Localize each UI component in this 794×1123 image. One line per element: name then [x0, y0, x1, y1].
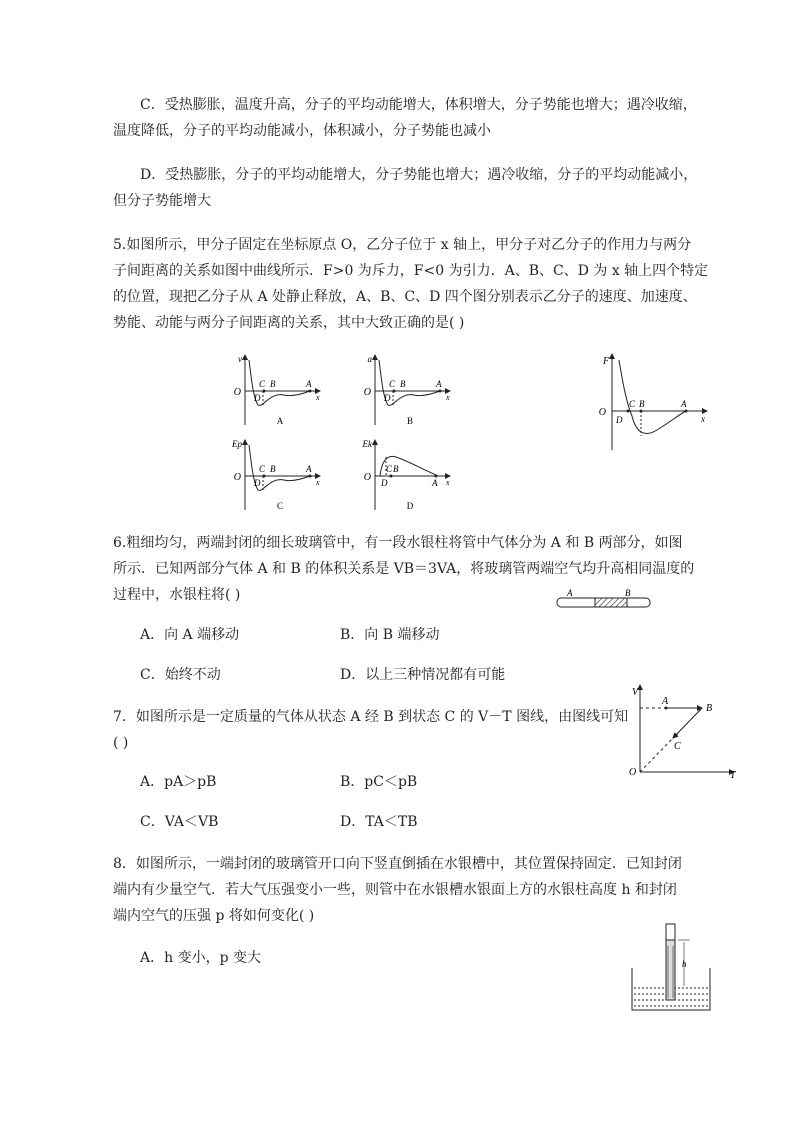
force-xlabel: x: [701, 414, 705, 424]
graph-a-label-d: D: [254, 393, 261, 403]
q7-option-d: D．TA＜TB: [340, 814, 418, 830]
tube-label-b: B: [625, 588, 631, 598]
graph-a-label-b: B: [270, 379, 276, 389]
q8-option-a: A．h 变小，p 变大: [140, 950, 261, 966]
graph-c-xlabel: x: [316, 478, 320, 487]
q7-stem-line2: ( ): [113, 735, 129, 751]
force-label-a: A: [681, 399, 687, 409]
q5-stem-line4: 势能、动能与两分子间距离的关系，其中大致正确的是( ): [113, 315, 465, 331]
force-label-b: B: [639, 399, 645, 409]
graph-b-label-a: A: [436, 379, 442, 389]
force-origin: O: [598, 407, 606, 418]
q6-stem-line2: 所示．已知两部分气体 A 和 B 的体积关系是 VB＝3VA，将玻璃管两端空气均升高相同温度的: [113, 561, 695, 577]
graph-a-label-c: C: [259, 379, 266, 389]
vt-label-c: C: [674, 741, 681, 752]
q8-mercury-figure: [628, 922, 718, 1014]
vt-ylabel: V: [632, 687, 639, 698]
graph-d-ylabel: Ek: [362, 439, 372, 449]
q6-option-d: D．以上三种情况都有可能: [340, 667, 506, 683]
vt-label-b: B: [706, 703, 713, 714]
graph-d: [362, 439, 451, 511]
graph-c-label-a: A: [306, 464, 312, 474]
q5-force-graph: [592, 350, 712, 455]
graph-d-label-a: A: [432, 478, 438, 488]
graph-d-origin: O: [363, 472, 371, 483]
q7-stem-line1: 7．如图所示是一定质量的气体从状态 A 经 B 到状态 C 的 V－T 图线，由图线可知: [113, 709, 629, 725]
q6-option-c: C．始终不动: [140, 667, 221, 683]
graph-b-label-b: B: [400, 379, 406, 389]
vt-xlabel: T: [730, 770, 736, 781]
graph-b-ylabel: a: [367, 354, 372, 364]
q8-stem-line2: 端内有少量空气．若大气压强变小一些，则管中在水银槽水银面上方的水银柱高度 h 和封闭: [113, 882, 677, 898]
q5-stem-line2: 子间距离的关系如图中曲线所示．F>0 为斥力，F<0 为引力．A、B、C、D 为 x 轴上四个特定: [113, 263, 709, 279]
q6-stem-line3: 过程中，水银柱将( ): [113, 587, 241, 603]
force-label-c: C: [629, 399, 636, 409]
graph-c-origin: O: [233, 472, 241, 483]
graph-c-ylabel: Ep: [232, 439, 242, 449]
graph-d-label-d: D: [381, 478, 388, 488]
q6-option-b: B．向 B 端移动: [340, 627, 440, 643]
q7-option-a: A．pA＞pB: [140, 774, 217, 790]
vt-label-a: A: [662, 696, 669, 707]
graph-b: [364, 354, 450, 426]
q4-option-d-line2: 但分子势能增大: [113, 193, 211, 209]
q8-stem-line1: 8．如图所示，一端封闭的玻璃管开口向下竖直倒插在水银槽中，其位置保持固定．已知封闭: [113, 856, 682, 872]
q6-tube-figure: [555, 588, 655, 614]
graph-a-ylabel: v: [238, 354, 242, 364]
q7-option-c: C．VA＜VB: [140, 814, 219, 830]
graph-c-label-c: C: [259, 464, 266, 474]
graph-a-label-a: A: [306, 379, 312, 389]
graph-d-caption: D: [406, 501, 414, 511]
q5-stem-line3: 的位置，现把乙分子从 A 处静止释放，A、B、C、D 四个图分别表示乙分子的速度、加速度、: [113, 289, 697, 305]
graph-b-xlabel: x: [446, 393, 450, 402]
graph-b-label-c: C: [389, 379, 396, 389]
q8-stem-line3: 端内空气的压强 p 将如何变化( ): [113, 908, 315, 924]
tube-label-a: A: [567, 588, 573, 598]
graph-b-label-d: D: [384, 393, 391, 403]
graph-d-label-b: B: [393, 464, 399, 474]
graph-d-xlabel: x: [446, 478, 450, 487]
q6-stem-line1: 6.粗细均匀，两端封闭的细长玻璃管中，有一段水银柱将管中气体分为 A 和 B 两部分，如图: [113, 535, 683, 551]
force-label-d: D: [616, 415, 623, 425]
q7-vt-graph: [622, 682, 742, 782]
graph-c-label-b: B: [270, 464, 276, 474]
graph-a: [234, 354, 320, 426]
force-ylabel: F: [603, 356, 610, 367]
graph-a-caption: A: [276, 416, 284, 426]
graph-c-caption: C: [276, 501, 284, 511]
q4-option-c-line1: C．受热膨胀，温度升高，分子的平均动能增大，体积增大，分子势能也增大；遇冷收缩，: [140, 97, 697, 113]
q7-option-b: B．pC＜pB: [340, 774, 418, 790]
vt-origin: O: [629, 767, 637, 778]
q5-stem-line1: 5.如图所示，甲分子固定在坐标原点 O，乙分子位于 x 轴上，甲分子对乙分子的作用力与两分: [113, 237, 692, 253]
graph-c: [231, 439, 320, 511]
graph-b-origin: O: [363, 387, 371, 398]
graph-c-label-d: D: [254, 478, 261, 488]
q4-option-d-line1: D．受热膨胀，分子的平均动能增大，分子势能也增大；遇冷收缩，分子的平均动能减小，: [140, 167, 698, 183]
graph-a-origin: O: [233, 387, 241, 398]
q4-option-c-line2: 温度降低，分子的平均动能减小，体积减小，分子势能也减小: [113, 123, 491, 139]
graph-a-xlabel: x: [316, 393, 320, 402]
mercury-h-label: h: [682, 959, 687, 969]
graph-d-label-c: C: [386, 464, 393, 474]
q6-option-a: A．向 A 端移动: [140, 627, 240, 643]
q5-option-graphs: [230, 350, 470, 515]
graph-b-caption: B: [406, 416, 414, 426]
